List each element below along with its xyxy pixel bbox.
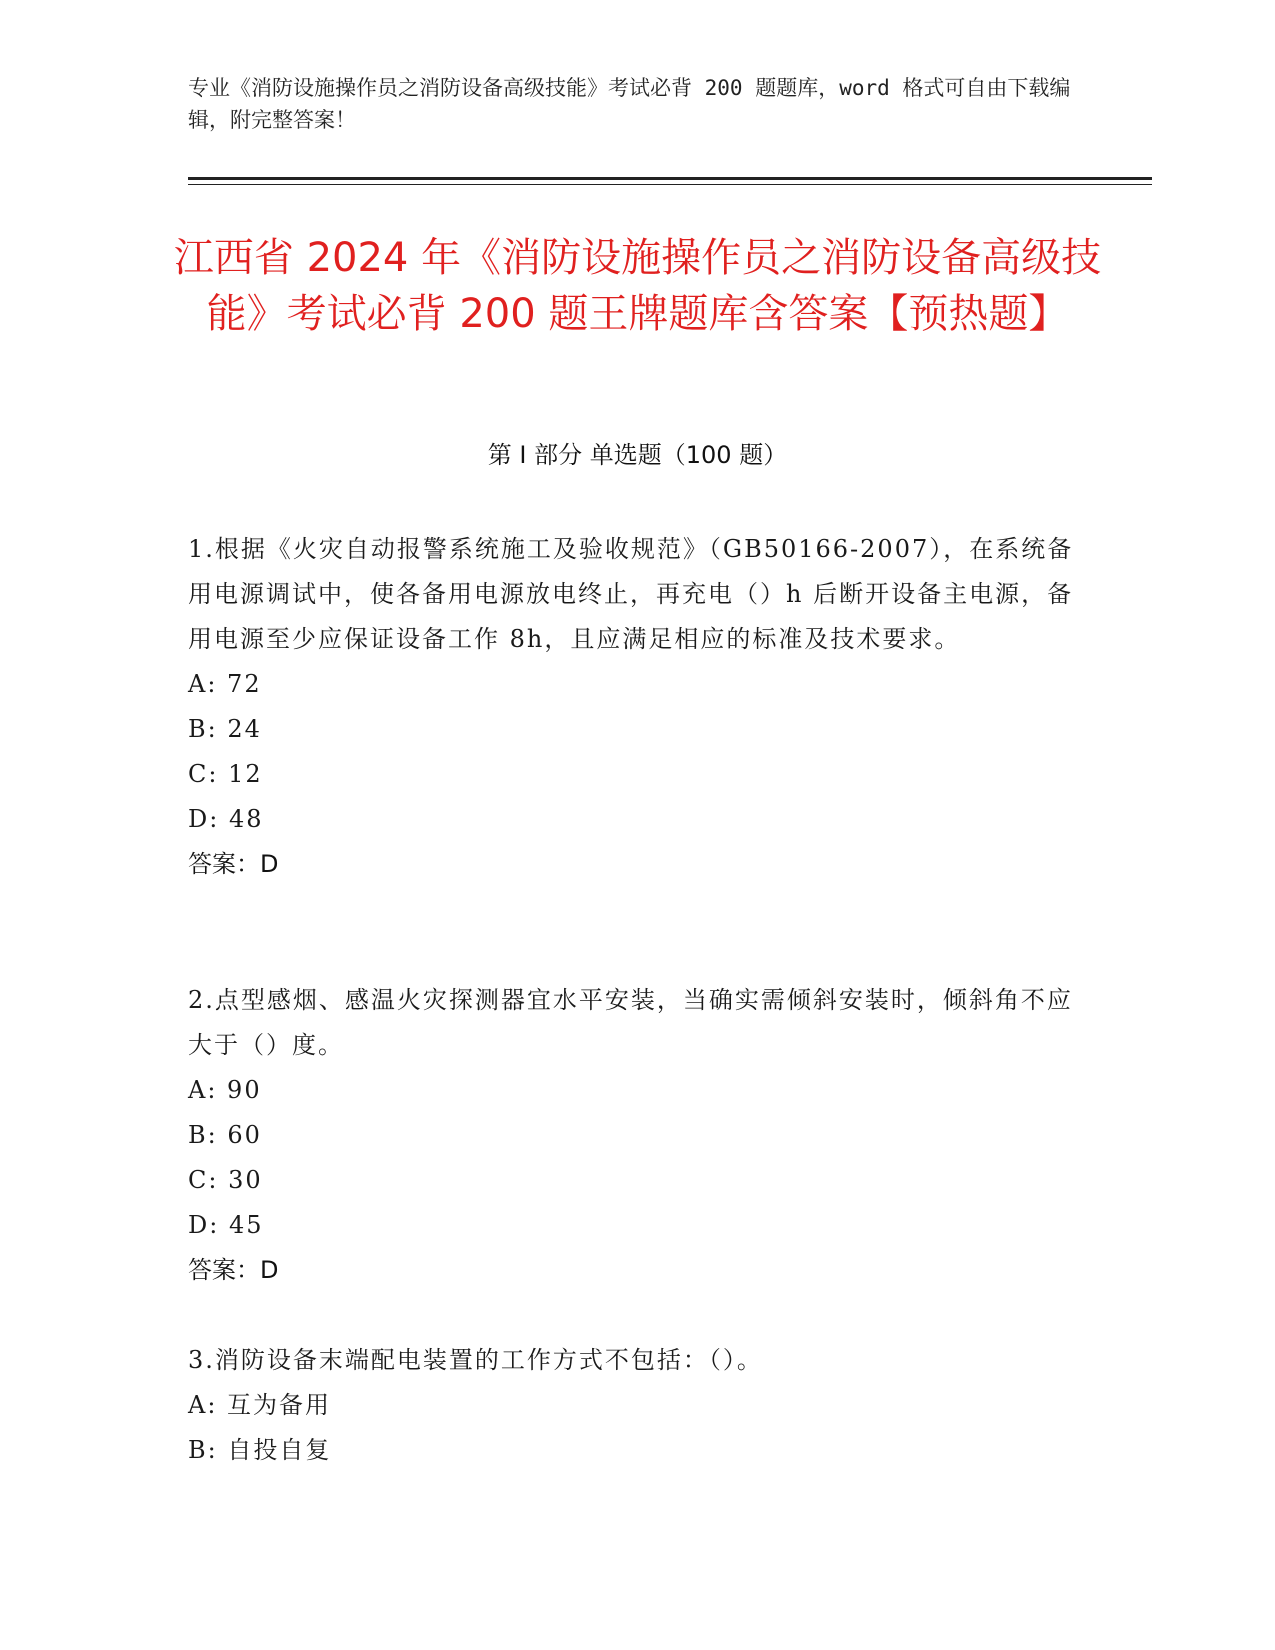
question-2 bbox=[188, 978, 1078, 1293]
answer: 答案：D bbox=[188, 1256, 279, 1284]
question-1 bbox=[188, 527, 1078, 887]
question-stem: 3.消防设备末端配电装置的工作方式不包括：（）。 bbox=[188, 1346, 763, 1374]
option-d: D: 45 bbox=[188, 1211, 264, 1239]
header-rule-thick bbox=[188, 177, 1152, 180]
option-d: D: 48 bbox=[188, 805, 264, 833]
option-c: C: 12 bbox=[188, 760, 263, 788]
option-b: B: 24 bbox=[188, 715, 262, 743]
document-title: 江西省 2024 年《消防设施操作员之消防设备高级技能》考试必背 200 题王牌题库含答案【预热题】 bbox=[173, 235, 1102, 337]
option-c: C: 30 bbox=[188, 1166, 263, 1194]
header-rule-thin bbox=[188, 184, 1152, 185]
option-a: A: 90 bbox=[188, 1076, 262, 1104]
header-note: 专业《消防设施操作员之消防设备高级技能》考试必背 200 题题库，word 格式可自由下载编辑，附完整答案！ bbox=[188, 76, 1071, 132]
question-3 bbox=[188, 1338, 1078, 1473]
option-b: B: 自投自复 bbox=[188, 1436, 332, 1464]
option-a: A: 互为备用 bbox=[188, 1391, 332, 1419]
question-stem: 1.根据《火灾自动报警系统施工及验收规范》（GB50166-2007），在系统备用电源调试中，使各备用电源放电终止，再充电（）h 后断开设备主电源，备用电源至少应保证设备工作 8h，且应满足相应的标准及技术要求。 bbox=[188, 535, 1074, 653]
option-b: B: 60 bbox=[188, 1121, 262, 1149]
question-stem: 2.点型感烟、感温火灾探测器宜水平安装，当确实需倾斜安装时，倾斜角不应大于（）度。 bbox=[188, 986, 1073, 1059]
answer: 答案：D bbox=[188, 850, 279, 878]
option-a: A: 72 bbox=[188, 670, 262, 698]
section-heading: 第 I 部分 单选题（100 题） bbox=[487, 441, 788, 469]
